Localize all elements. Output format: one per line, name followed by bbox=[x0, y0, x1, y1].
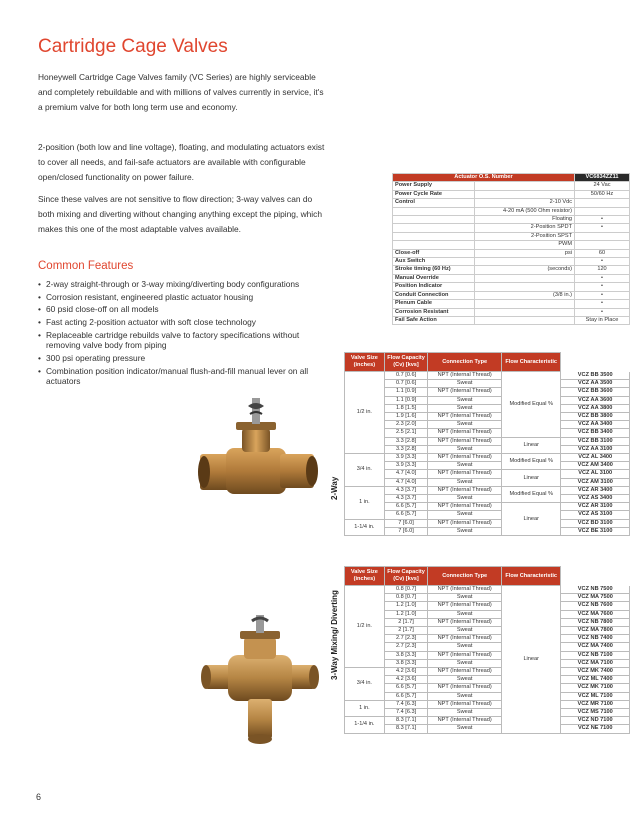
conn-cell: NPT (Internal Thread) bbox=[428, 437, 502, 445]
table-row bbox=[345, 659, 630, 667]
table-row bbox=[345, 454, 630, 462]
cv-cell: 0.8 [0.7] bbox=[384, 586, 428, 594]
two-way-label: 2-Way bbox=[330, 476, 339, 500]
conn-cell: Sweat bbox=[428, 495, 502, 503]
conn-cell: Sweat bbox=[428, 462, 502, 470]
cv-cell: 2.7 [2.3] bbox=[384, 635, 428, 643]
header-valve-size: Valve Size (inches) bbox=[345, 353, 385, 372]
model-cell: VCZ AA 3500 bbox=[561, 380, 630, 388]
conn-cell: NPT (Internal Thread) bbox=[428, 618, 502, 626]
cv-cell: 1.1 [0.9] bbox=[384, 396, 428, 404]
model-cell: VCZ MK 7400 bbox=[561, 668, 630, 676]
spec-label bbox=[393, 207, 475, 215]
table-row bbox=[345, 519, 630, 527]
header-connection-type: Connection Type bbox=[428, 353, 502, 372]
cv-cell: 8.3 [7.1] bbox=[384, 725, 428, 733]
flow-cell: Modified Equal % bbox=[502, 486, 561, 502]
conn-cell: Sweat bbox=[428, 511, 502, 519]
model-cell: VCZ ML 7100 bbox=[561, 692, 630, 700]
model-cell: VCZ NE 7100 bbox=[561, 725, 630, 733]
two-way-table bbox=[344, 352, 630, 536]
cv-cell: 4.7 [4.0] bbox=[384, 470, 428, 478]
conn-cell: Sweat bbox=[428, 594, 502, 602]
spec-value bbox=[575, 207, 630, 215]
spec-value: • bbox=[575, 300, 630, 308]
model-cell: VCZ NB 7800 bbox=[561, 618, 630, 626]
conn-cell: Sweat bbox=[428, 380, 502, 388]
table-row bbox=[345, 527, 630, 535]
spec-label: Corrosion Resistant bbox=[393, 308, 475, 316]
spec-value: • bbox=[575, 258, 630, 266]
cv-cell: 3.8 [3.3] bbox=[384, 651, 428, 659]
model-cell: VCZ MR 7100 bbox=[561, 700, 630, 708]
conn-cell: NPT (Internal Thread) bbox=[428, 586, 502, 594]
conn-cell: Sweat bbox=[428, 725, 502, 733]
cv-cell: 2.7 [2.3] bbox=[384, 643, 428, 651]
spec-label bbox=[393, 224, 475, 232]
table-row bbox=[345, 421, 630, 429]
cv-cell: 3.9 [3.3] bbox=[384, 462, 428, 470]
model-cell: VCZ MA 7600 bbox=[561, 610, 630, 618]
conn-cell: NPT (Internal Thread) bbox=[428, 717, 502, 725]
spec-value: 120 bbox=[575, 266, 630, 274]
table-row bbox=[345, 462, 630, 470]
three-way-table bbox=[344, 566, 630, 734]
model-cell: VCZ AM 3400 bbox=[561, 462, 630, 470]
flow-cell: Modified Equal % bbox=[502, 454, 561, 470]
table-row bbox=[345, 495, 630, 503]
conn-cell: NPT (Internal Thread) bbox=[428, 454, 502, 462]
size-cell: 1/2 in. bbox=[345, 372, 385, 454]
spec-value: • bbox=[575, 308, 630, 316]
spec-value bbox=[575, 199, 630, 207]
model-cell: VCZ AR 3100 bbox=[561, 503, 630, 511]
model-cell: VCZ BE 3100 bbox=[561, 527, 630, 535]
flow-cell: Linear bbox=[502, 437, 561, 453]
model-cell: VCZ NB 7600 bbox=[561, 602, 630, 610]
spec-label bbox=[393, 241, 475, 249]
table-row bbox=[345, 635, 630, 643]
spec-label bbox=[393, 216, 475, 224]
cv-cell: 6.6 [5.7] bbox=[384, 511, 428, 519]
cv-cell: 3.8 [3.3] bbox=[384, 659, 428, 667]
cv-cell: 4.3 [3.7] bbox=[384, 495, 428, 503]
features-heading: Common Features bbox=[38, 260, 134, 272]
flow-cell: Linear bbox=[502, 586, 561, 734]
spec-label: Conduit Connection bbox=[393, 291, 475, 299]
three-way-label: 3-Way Mixing/ Diverting bbox=[330, 590, 339, 680]
spec-mid: Floating bbox=[474, 216, 574, 224]
table-row bbox=[345, 643, 630, 651]
table-row bbox=[345, 404, 630, 412]
cv-cell: 6.6 [5.7] bbox=[384, 692, 428, 700]
table-row bbox=[345, 511, 630, 519]
spec-row bbox=[393, 249, 630, 257]
spec-row bbox=[393, 316, 630, 324]
cv-cell: 7.4 [6.3] bbox=[384, 709, 428, 717]
spec-row bbox=[393, 241, 630, 249]
model-cell: VCZ MA 7800 bbox=[561, 627, 630, 635]
table-row bbox=[345, 692, 630, 700]
spec-row bbox=[393, 274, 630, 282]
model-cell: VCZ AA 3800 bbox=[561, 404, 630, 412]
spec-value: • bbox=[575, 224, 630, 232]
three-way-header-row bbox=[345, 567, 630, 586]
spec-value: • bbox=[575, 216, 630, 224]
size-cell: 3/4 in. bbox=[345, 668, 385, 701]
spec-row bbox=[393, 291, 630, 299]
conn-cell: Sweat bbox=[428, 659, 502, 667]
cv-cell: 3.9 [3.3] bbox=[384, 454, 428, 462]
conn-cell: NPT (Internal Thread) bbox=[428, 635, 502, 643]
model-cell: VCZ BB 3800 bbox=[561, 413, 630, 421]
table-row bbox=[345, 396, 630, 404]
header-model-blank bbox=[561, 567, 630, 586]
table-row bbox=[345, 717, 630, 725]
model-cell: VCZ ML 7400 bbox=[561, 676, 630, 684]
table-row bbox=[345, 602, 630, 610]
spec-mid: 2-10 Vdc bbox=[474, 199, 574, 207]
three-way-valve-image bbox=[200, 615, 320, 750]
header-model-blank bbox=[561, 353, 630, 372]
spec-header-row bbox=[393, 174, 630, 182]
conn-cell: Sweat bbox=[428, 421, 502, 429]
cv-cell: 3.3 [2.8] bbox=[384, 437, 428, 445]
spec-mid bbox=[474, 182, 574, 190]
spec-mid bbox=[474, 274, 574, 282]
conn-cell: Sweat bbox=[428, 643, 502, 651]
table-row bbox=[345, 380, 630, 388]
conn-cell: NPT (Internal Thread) bbox=[428, 602, 502, 610]
conn-cell: Sweat bbox=[428, 478, 502, 486]
model-cell: VCZ AL 3100 bbox=[561, 470, 630, 478]
spec-mid: (3/8 in.) bbox=[474, 291, 574, 299]
spec-mid: psi bbox=[474, 249, 574, 257]
spec-row bbox=[393, 300, 630, 308]
cv-cell: 8.3 [7.1] bbox=[384, 717, 428, 725]
spec-mid: PWM bbox=[474, 241, 574, 249]
model-cell: VCZ AS 3400 bbox=[561, 495, 630, 503]
spec-mid: 2-Position SPDT bbox=[474, 224, 574, 232]
spec-label: Manual Override bbox=[393, 274, 475, 282]
conn-cell: NPT (Internal Thread) bbox=[428, 503, 502, 511]
intro-paragraph-3: Since these valves are not sensitive to flow direction; 3-way valves can do both mixing and diverting without changing anything except the piping, which makes this one of the most adaptable valves available. bbox=[38, 194, 323, 234]
model-cell: VCZ MA 7400 bbox=[561, 643, 630, 651]
table-row bbox=[345, 725, 630, 733]
table-row bbox=[345, 437, 630, 445]
cv-cell: 4.3 [3.7] bbox=[384, 486, 428, 494]
table-row bbox=[345, 709, 630, 717]
spec-mid bbox=[474, 308, 574, 316]
cv-cell: 0.7 [0.6] bbox=[384, 372, 428, 380]
model-cell: VCZ AA 3100 bbox=[561, 445, 630, 453]
spec-label: Fail Safe Action bbox=[393, 316, 475, 324]
flow-cell: Linear bbox=[502, 503, 561, 536]
model-cell: VCZ AR 3400 bbox=[561, 486, 630, 494]
spec-value bbox=[575, 232, 630, 240]
spec-value: 50/60 Hz bbox=[575, 190, 630, 198]
spec-row bbox=[393, 224, 630, 232]
table-row bbox=[345, 618, 630, 626]
cv-cell: 1.1 [0.9] bbox=[384, 388, 428, 396]
size-cell: 1-1/4 in. bbox=[345, 717, 385, 733]
model-cell: VCZ ND 7100 bbox=[561, 717, 630, 725]
conn-cell: NPT (Internal Thread) bbox=[428, 413, 502, 421]
conn-cell: Sweat bbox=[428, 445, 502, 453]
spec-label: Control bbox=[393, 199, 475, 207]
header-flow-characteristic: Flow Characteristic bbox=[502, 567, 561, 586]
table-row bbox=[345, 610, 630, 618]
spec-mid: (seconds) bbox=[474, 266, 574, 274]
cv-cell: 7.4 [6.3] bbox=[384, 700, 428, 708]
header-flow-capacity: Flow Capacity (Cv) [kvs] bbox=[384, 567, 428, 586]
size-cell: 1/2 in. bbox=[345, 586, 385, 668]
table-row bbox=[345, 486, 630, 494]
cv-cell: 7 [6.0] bbox=[384, 519, 428, 527]
spec-row bbox=[393, 216, 630, 224]
two-way-header-row bbox=[345, 353, 630, 372]
conn-cell: NPT (Internal Thread) bbox=[428, 429, 502, 437]
flow-cell: Modified Equal % bbox=[502, 372, 561, 438]
intro-paragraph-2: 2-position (both low and line voltage), floating, and modulating actuators exist to cover all needs, and fail-safe actuators are available with configurable open/closed functionality on power failure. bbox=[38, 142, 325, 182]
cv-cell: 6.6 [5.7] bbox=[384, 684, 428, 692]
spec-value: 60 bbox=[575, 249, 630, 257]
spec-mid bbox=[474, 300, 574, 308]
cv-cell: 0.8 [0.7] bbox=[384, 594, 428, 602]
model-cell: VCZ AS 3100 bbox=[561, 511, 630, 519]
cv-cell: 1.2 [1.0] bbox=[384, 610, 428, 618]
table-row bbox=[345, 429, 630, 437]
cv-cell: 0.7 [0.6] bbox=[384, 380, 428, 388]
table-row bbox=[345, 594, 630, 602]
conn-cell: Sweat bbox=[428, 627, 502, 635]
table-row bbox=[345, 413, 630, 421]
spec-mid bbox=[474, 283, 574, 291]
spec-mid: 4-20 mA (500 Ohm resistor) bbox=[474, 207, 574, 215]
table-row bbox=[345, 586, 630, 594]
spec-label: Stroke timing (60 Hz) bbox=[393, 266, 475, 274]
table-row bbox=[345, 684, 630, 692]
conn-cell: NPT (Internal Thread) bbox=[428, 700, 502, 708]
conn-cell: NPT (Internal Thread) bbox=[428, 651, 502, 659]
model-cell: VCZ MA 7100 bbox=[561, 659, 630, 667]
header-connection-type: Connection Type bbox=[428, 567, 502, 586]
spec-value: • bbox=[575, 283, 630, 291]
conn-cell: NPT (Internal Thread) bbox=[428, 372, 502, 380]
size-cell: 1 in. bbox=[345, 700, 385, 716]
cv-cell: 7 [6.0] bbox=[384, 527, 428, 535]
spec-row bbox=[393, 199, 630, 207]
spec-mid bbox=[474, 316, 574, 324]
table-row bbox=[345, 503, 630, 511]
feature-item: • Replaceable cartridge rebuilds valve to factory specifications without removing valve body from piping bbox=[38, 330, 328, 351]
table-row bbox=[345, 445, 630, 453]
spec-label: Position Indicator bbox=[393, 283, 475, 291]
feature-item: • 300 psi operating pressure bbox=[38, 353, 328, 364]
conn-cell: NPT (Internal Thread) bbox=[428, 519, 502, 527]
cv-cell: 2.3 [2.0] bbox=[384, 421, 428, 429]
model-cell: VCZ BB 3600 bbox=[561, 388, 630, 396]
page-title: Cartridge Cage Valves bbox=[38, 36, 228, 57]
cv-cell: 1.9 [1.6] bbox=[384, 413, 428, 421]
model-cell: VCZ BD 3100 bbox=[561, 519, 630, 527]
size-cell: 1 in. bbox=[345, 486, 385, 519]
header-valve-size: Valve Size (inches) bbox=[345, 567, 385, 586]
cv-cell: 4.2 [3.6] bbox=[384, 668, 428, 676]
size-cell: 3/4 in. bbox=[345, 454, 385, 487]
table-row bbox=[345, 700, 630, 708]
table-row bbox=[345, 651, 630, 659]
model-cell: VCZ BB 3100 bbox=[561, 437, 630, 445]
spec-mid: 2-Position SPST bbox=[474, 232, 574, 240]
actuator-spec-table bbox=[392, 173, 630, 325]
conn-cell: Sweat bbox=[428, 692, 502, 700]
table-row bbox=[345, 676, 630, 684]
table-row bbox=[345, 372, 630, 380]
spec-label: Power Cycle Rate bbox=[393, 190, 475, 198]
spec-label: Power Supply bbox=[393, 182, 475, 190]
spec-label: Aux Switch bbox=[393, 258, 475, 266]
spec-row bbox=[393, 182, 630, 190]
features-list bbox=[38, 279, 328, 389]
feature-item: • 60 psid close-off on all models bbox=[38, 304, 328, 315]
cv-cell: 4.2 [3.6] bbox=[384, 676, 428, 684]
conn-cell: Sweat bbox=[428, 404, 502, 412]
header-flow-characteristic: Flow Characteristic bbox=[502, 353, 561, 372]
spec-value bbox=[575, 241, 630, 249]
conn-cell: Sweat bbox=[428, 676, 502, 684]
table-row bbox=[345, 470, 630, 478]
spec-value: • bbox=[575, 291, 630, 299]
model-cell: VCZ MA 7500 bbox=[561, 594, 630, 602]
spec-row bbox=[393, 207, 630, 215]
page-number: 6 bbox=[36, 792, 42, 802]
spec-mid bbox=[474, 190, 574, 198]
feature-item: • Fast acting 2-position actuator with soft close technology bbox=[38, 317, 328, 328]
conn-cell: NPT (Internal Thread) bbox=[428, 388, 502, 396]
spec-value: • bbox=[575, 274, 630, 282]
table-row bbox=[345, 478, 630, 486]
cv-cell: 1.8 [1.5] bbox=[384, 404, 428, 412]
spec-row bbox=[393, 266, 630, 274]
table-row bbox=[345, 668, 630, 676]
spec-label: Plenum Cable bbox=[393, 300, 475, 308]
conn-cell: Sweat bbox=[428, 709, 502, 717]
spec-row bbox=[393, 308, 630, 316]
spec-value: 24 Vac bbox=[575, 182, 630, 190]
cv-cell: 4.7 [4.0] bbox=[384, 478, 428, 486]
spec-label: Close-off bbox=[393, 249, 475, 257]
flow-cell: Linear bbox=[502, 470, 561, 486]
model-cell: VCZ AA 3600 bbox=[561, 396, 630, 404]
model-cell: VCZ BB 3500 bbox=[561, 372, 630, 380]
spec-mid bbox=[474, 258, 574, 266]
cv-cell: 2.5 [2.1] bbox=[384, 429, 428, 437]
spec-label bbox=[393, 232, 475, 240]
model-cell: VCZ BB 3400 bbox=[561, 429, 630, 437]
model-cell: VCZ AM 3100 bbox=[561, 478, 630, 486]
model-cell: VCZ AL 3400 bbox=[561, 454, 630, 462]
conn-cell: NPT (Internal Thread) bbox=[428, 668, 502, 676]
model-cell: VCZ MK 7100 bbox=[561, 684, 630, 692]
spec-row bbox=[393, 190, 630, 198]
cv-cell: 2 [1.7] bbox=[384, 618, 428, 626]
conn-cell: Sweat bbox=[428, 396, 502, 404]
table-row bbox=[345, 388, 630, 396]
header-flow-capacity: Flow Capacity (Cv) [kvs] bbox=[384, 353, 428, 372]
spec-header-model: VC6834ZZ11 bbox=[575, 174, 630, 182]
model-cell: VCZ AA 3400 bbox=[561, 421, 630, 429]
model-cell: VCZ NB 7100 bbox=[561, 651, 630, 659]
cv-cell: 1.2 [1.0] bbox=[384, 602, 428, 610]
cv-cell: 6.6 [5.7] bbox=[384, 503, 428, 511]
model-cell: VCZ NB 7500 bbox=[561, 586, 630, 594]
conn-cell: Sweat bbox=[428, 527, 502, 535]
conn-cell: Sweat bbox=[428, 610, 502, 618]
table-row bbox=[345, 627, 630, 635]
feature-item: • Combination position indicator/manual flush-and-fill manual lever on all actuators bbox=[38, 366, 328, 387]
cv-cell: 3.3 [2.8] bbox=[384, 445, 428, 453]
spec-row bbox=[393, 283, 630, 291]
conn-cell: NPT (Internal Thread) bbox=[428, 684, 502, 692]
conn-cell: NPT (Internal Thread) bbox=[428, 470, 502, 478]
spec-value: Stay in Place bbox=[575, 316, 630, 324]
size-cell: 1-1/4 in. bbox=[345, 519, 385, 535]
spec-row bbox=[393, 232, 630, 240]
two-way-valve-image bbox=[196, 392, 326, 502]
conn-cell: NPT (Internal Thread) bbox=[428, 486, 502, 494]
model-cell: VCZ MS 7100 bbox=[561, 709, 630, 717]
cv-cell: 2 [1.7] bbox=[384, 627, 428, 635]
feature-item: • Corrosion resistant, engineered plastic actuator housing bbox=[38, 292, 328, 303]
spec-row bbox=[393, 258, 630, 266]
spec-header-label: Actuator O.S. Number bbox=[393, 174, 575, 182]
model-cell: VCZ NB 7400 bbox=[561, 635, 630, 643]
feature-item: • 2-way straight-through or 3-way mixing/diverting body configurations bbox=[38, 279, 328, 290]
intro-paragraph-1: Honeywell Cartridge Cage Valves family (VC Series) are highly serviceable and completely rebuildable and with millions of valves currently in service, it's a premium valve for both long term use and economy. bbox=[38, 72, 324, 112]
